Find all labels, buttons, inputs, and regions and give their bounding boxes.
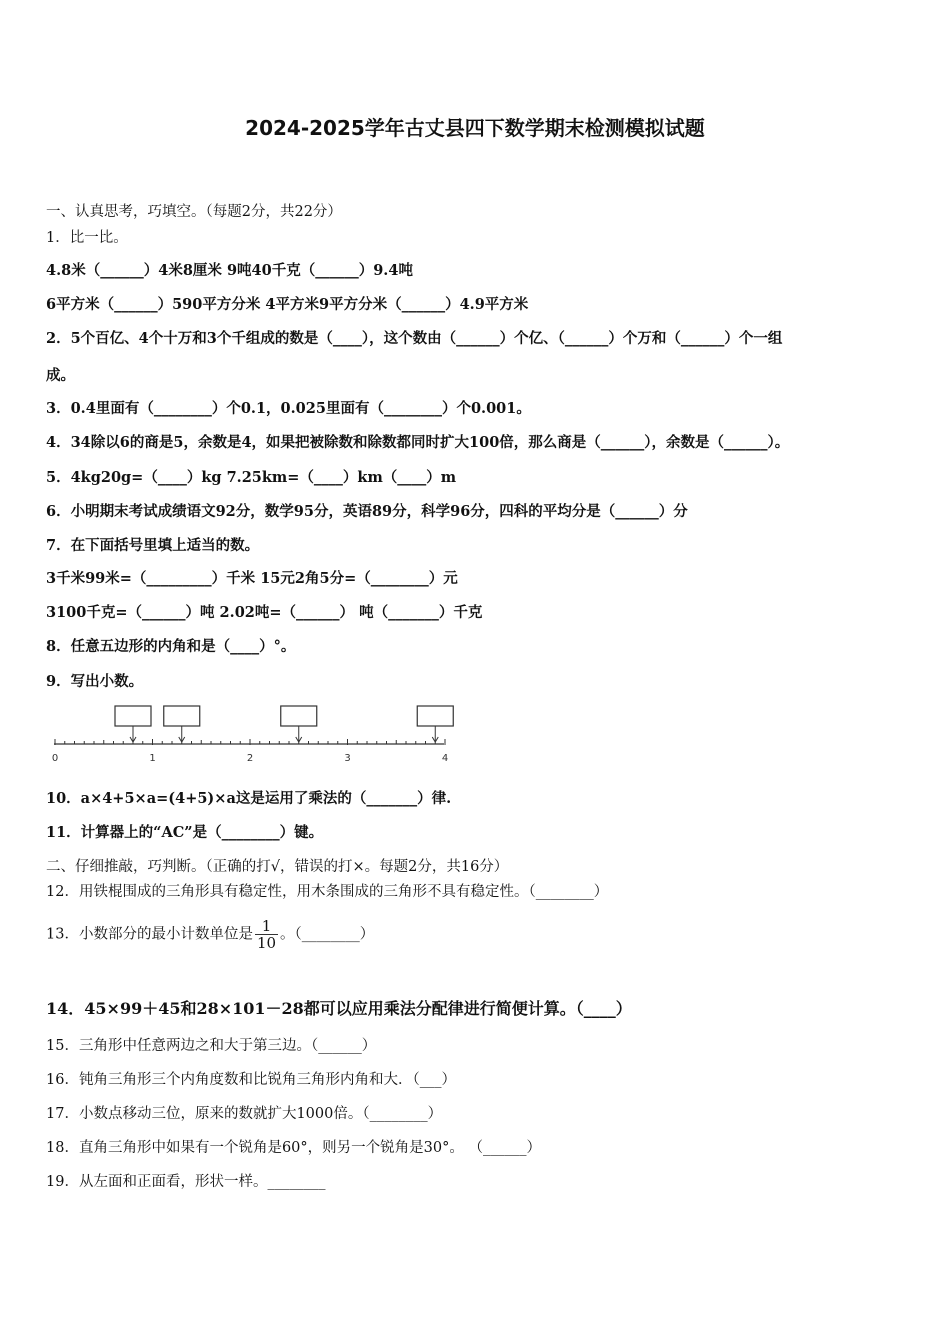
question-15: 15．三角形中任意两边之和大于第三边。（______）: [46, 1038, 377, 1054]
question-11: 11．计算器上的“AC”是（________）键。: [46, 824, 324, 841]
question-1-part-b: 6平方米（______）590平方分米 4平方米9平方分米（______）4.9平方米: [46, 296, 529, 313]
question-2: 2．5个百亿、4个十万和3个千组成的数是（____），这个数由（______）个亿、（______）个万和（______）个一组: [46, 330, 783, 347]
number-line-label: 0: [51, 753, 59, 764]
answer-box: [417, 706, 453, 726]
question-7-part-b: 3100千克=（______）吨 2.02吨=（______） 吨（_______）千克: [46, 604, 483, 621]
question-18: 18．直角三角形中如果有一个锐角是60°，则另一个锐角是30°。 （______）: [46, 1140, 541, 1156]
question-16: 16．钝角三角形三个内角度数和比锐角三角形内角和大．（___）: [46, 1072, 456, 1088]
question-2-continued: 成。: [46, 367, 75, 384]
section-1-heading: 一、认真思考，巧填空。（每题2分，共22分）: [46, 204, 342, 220]
section-2-heading: 二、仔细推敲，巧判断。（正确的打√，错误的打×。每题2分，共16分）: [46, 859, 509, 875]
number-line-label: 4: [441, 753, 449, 764]
question-8: 8．任意五边形的内角和是（____）°。: [46, 638, 296, 655]
question-7: 7．在下面括号里填上适当的数。: [46, 537, 260, 554]
question-13: [46, 918, 374, 951]
question-7-part-a: 3千米99米=（_________）千米 15元2角5分=（________）元: [46, 570, 458, 587]
number-line-figure: [46, 700, 456, 770]
number-line-labels: [52, 753, 448, 764]
question-1-part-a: 4.8米（______）4米8厘米 9吨40千克（______）9.4吨: [46, 262, 413, 279]
page-title: 2024-2025学年古丈县四下数学期末检测模拟试题: [245, 116, 705, 140]
question-12: 12．用铁棍围成的三角形具有稳定性，用木条围成的三角形不具有稳定性。（________）: [46, 884, 609, 900]
question-9: 9．写出小数。: [46, 673, 144, 690]
question-6: 6．小明期末考试成绩语文92分，数学95分，英语89分，科学96分，四科的平均分是（______）分: [46, 503, 688, 520]
question-5: 5．4kg20g=（____）kg 7.25km=（____）km（____）m: [46, 469, 457, 486]
question-4: 4．34除以6的商是5，余数是4，如果把被除数和除数都同时扩大100倍，那么商是（______），余数是（______）。: [46, 434, 790, 451]
answer-box: [115, 706, 151, 726]
question-19: 19．从左面和正面看，形状一样。________: [46, 1174, 326, 1190]
question-14: 14．45×99＋45和28×101－28都可以应用乘法分配律进行简便计算。（____）: [46, 999, 632, 1018]
question-10: 10．a×4+5×a=(4+5)×a这是运用了乘法的（_______）律.: [46, 790, 452, 807]
question-13-text: 13．小数部分的最小计数单位是: [46, 926, 253, 943]
question-3: 3．0.4里面有（________）个0.1，0.025里面有（________）个0.001。: [46, 400, 531, 417]
answer-box: [281, 706, 317, 726]
fraction-numerator: 1: [255, 918, 278, 935]
question-13-blank: 。（________）: [280, 926, 375, 943]
answer-box: [164, 706, 200, 726]
answer-boxes: [115, 706, 453, 742]
number-line-label: 3: [344, 753, 351, 764]
number-line-label: 2: [246, 753, 254, 764]
question-17: 17．小数点移动三位，原来的数就扩大1000倍。（________）: [46, 1106, 443, 1122]
question-1: 1．比一比。: [46, 230, 128, 246]
fraction-one-tenth: [255, 918, 278, 951]
fraction-denominator: 10: [256, 934, 277, 952]
number-line-label: 1: [149, 753, 156, 764]
